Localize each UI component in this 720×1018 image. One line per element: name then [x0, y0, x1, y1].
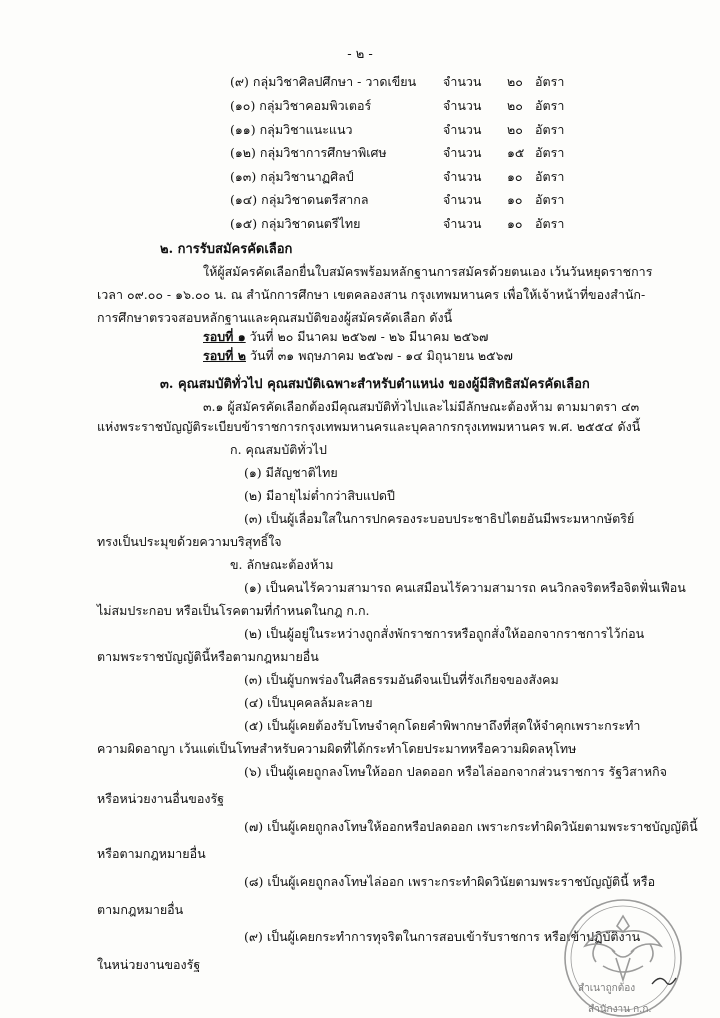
list-item: (๑) มีสัญชาติไทย [244, 465, 338, 480]
list-item-continuation: หรือตามกฎหมายอื่น [97, 846, 206, 861]
signature-mark [652, 978, 676, 984]
list-item: (๓) เป็นผู้บกพร่องในศีลธรรมอันดีจนเป็นที่รังเกียจของสังคม [244, 672, 559, 687]
list-item-continuation: หรือหน่วยงานอื่นของรัฐ [97, 791, 225, 806]
position-name: (๑๒) กลุ่มวิชาการศึกษาพิเศษ [230, 145, 387, 160]
count-label: จำนวน [443, 98, 482, 113]
position-count: ๑๐ [507, 192, 523, 207]
position-count: ๒๐ [507, 74, 523, 89]
list-item: (๕) เป็นผู้เคยต้องรับโทษจำคุกโดยคำพิพากษาถึงที่สุดให้จำคุกเพราะกระทำ [244, 718, 641, 733]
list-item: (๓) เป็นผู้เลื่อมใสในการปกครองระบอบประชาธิปไตยอันมีพระมหากษัตริย์ [244, 511, 635, 526]
list-item: (๔) เป็นบุคคลล้มละลาย [244, 695, 373, 710]
paragraph-line: ๓.๑ ผู้สมัครคัดเลือกต้องมีคุณสมบัติทั่วไปและไม่มีลักษณะต้องห้าม ตามมาตรา ๔๓ [203, 399, 640, 414]
position-count: ๑๐ [507, 169, 523, 184]
count-label: จำนวน [443, 169, 482, 184]
list-item-continuation: ตามพระราชบัญญัตินี้หรือตามกฎหมายอื่น [97, 649, 319, 664]
subsection-heading: ก. คุณสมบัติทั่วไป [230, 442, 327, 457]
round-2 [203, 350, 513, 363]
paragraph-line: การศึกษาตรวจสอบหลักฐานและคุณสมบัติของผู้สมัครคัดเลือก ดังนี้ [97, 310, 453, 325]
paragraph-line: แห่งพระราชบัญญัติระเบียบข้าราชการกรุงเทพมหานครและบุคลากรกรุงเทพมหานคร พ.ศ. ๒๕๕๔ ดังนี้ [97, 419, 641, 434]
count-label: จำนวน [443, 74, 482, 89]
round-dates: วันที่ ๒๐ มีนาคม ๒๕๖๗ - ๒๖ มีนาคม ๒๕๖๗ [249, 329, 489, 344]
round-label: รอบที่ ๑ [203, 329, 246, 344]
position-name: (๑๔) กลุ่มวิชาดนตรีสากล [230, 192, 369, 207]
list-item-continuation: ความผิดอาญา เว้นแต่เป็นโทษสำหรับความผิดที่ได้กระทำโดยประมาทหรือความผิดลหุโทษ [97, 741, 577, 756]
unit-label: อัตรา [535, 192, 565, 207]
paragraph-line: ให้ผู้สมัครคัดเลือกยื่นใบสมัครพร้อมหลักฐานการสมัครด้วยตนเอง เว้นวันหยุดราชการ [203, 264, 653, 279]
position-name: (๑๕) กลุ่มวิชาดนตรีไทย [230, 216, 361, 231]
position-count: ๒๐ [507, 122, 523, 137]
list-item-continuation: ทรงเป็นประมุขด้วยความบริสุทธิ์ใจ [97, 534, 282, 549]
list-item: (๘) เป็นผู้เคยถูกลงโทษไล่ออก เพราะกระทำผิดวินัยตามพระราชบัญญัตินี้ หรือ [244, 874, 656, 889]
count-label: จำนวน [443, 216, 482, 231]
position-name: (๑๓) กลุ่มวิชานาฏศิลป์ [230, 169, 354, 184]
round-1 [203, 331, 488, 344]
page-number: - ๒ - [347, 47, 373, 62]
list-item: (๙) เป็นผู้เคยกระทำการทุจริตในการสอบเข้ารับราชการ หรือเข้าปฏิบัติงาน [244, 929, 641, 944]
list-item: (๗) เป็นผู้เคยถูกลงโทษให้ออกหรือปลดออก เพราะกระทำผิดวินัยตามพระราชบัญญัตินี้ [244, 819, 698, 834]
stamp-office-text: สำนักงาน ก.ก. [588, 1004, 652, 1015]
subsection-heading: ข. ลักษณะต้องห้าม [230, 557, 334, 572]
position-count: ๑๐ [507, 216, 523, 231]
list-item: (๖) เป็นผู้เคยถูกลงโทษให้ออก ปลดออก หรือไล่ออกจากส่วนราชการ รัฐวิสาหกิจ [244, 764, 667, 779]
unit-label: อัตรา [535, 122, 565, 137]
list-item: (๒) เป็นผู้อยู่ในระหว่างถูกสั่งพักราชการหรือถูกสั่งให้ออกจากราชการไว้ก่อน [244, 626, 645, 641]
round-dates: วันที่ ๓๑ พฤษภาคม ๒๕๖๗ - ๑๔ มิถุนายน ๒๕๖๗ [249, 348, 513, 363]
list-item-continuation: ไม่สมประกอบ หรือเป็นโรคตามที่กำหนดในกฎ ก.ก. [97, 603, 370, 618]
stamp-text: สำเนาถูกต้อง [578, 983, 636, 994]
official-stamp [548, 888, 698, 1018]
list-item-continuation: ตามกฎหมายอื่น [97, 902, 184, 917]
list-item: (๒) มีอายุไม่ต่ำกว่าสิบแปดปี [244, 488, 395, 503]
count-label: จำนวน [443, 122, 482, 137]
position-name: (๑๑) กลุ่มวิชาแนะแนว [230, 122, 353, 137]
round-label: รอบที่ ๒ [203, 348, 246, 363]
section-heading: ๒. การรับสมัครคัดเลือก [160, 242, 293, 257]
position-name: (๙) กลุ่มวิชาศิลปศึกษา - วาดเขียน [230, 74, 417, 89]
count-label: จำนวน [443, 192, 482, 207]
unit-label: อัตรา [535, 98, 565, 113]
list-item: (๑) เป็นคนไร้ความสามารถ คนเสมือนไร้ความสามารถ คนวิกลจริตหรือจิตฟั่นเฟือน [244, 580, 686, 595]
position-name: (๑๐) กลุ่มวิชาคอมพิวเตอร์ [230, 98, 372, 113]
unit-label: อัตรา [535, 74, 565, 89]
unit-label: อัตรา [535, 216, 565, 231]
paragraph-line: เวลา ๐๙.๐๐ - ๑๖.๐๐ น. ณ สำนักการศึกษา เขตคลองสาน กรุงเทพมหานคร เพื่อให้เจ้าหน้าที่ของสำนัก- [97, 287, 646, 302]
position-count: ๒๐ [507, 98, 523, 113]
list-item-continuation: ในหน่วยงานของรัฐ [97, 957, 201, 972]
count-label: จำนวน [443, 145, 482, 160]
unit-label: อัตรา [535, 169, 565, 184]
position-count: ๑๕ [507, 145, 525, 160]
unit-label: อัตรา [535, 145, 565, 160]
section-heading: ๓. คุณสมบัติทั่วไป คุณสมบัติเฉพาะสำหรับตำแหน่ง ของผู้มีสิทธิสมัครคัดเลือก [160, 377, 590, 392]
